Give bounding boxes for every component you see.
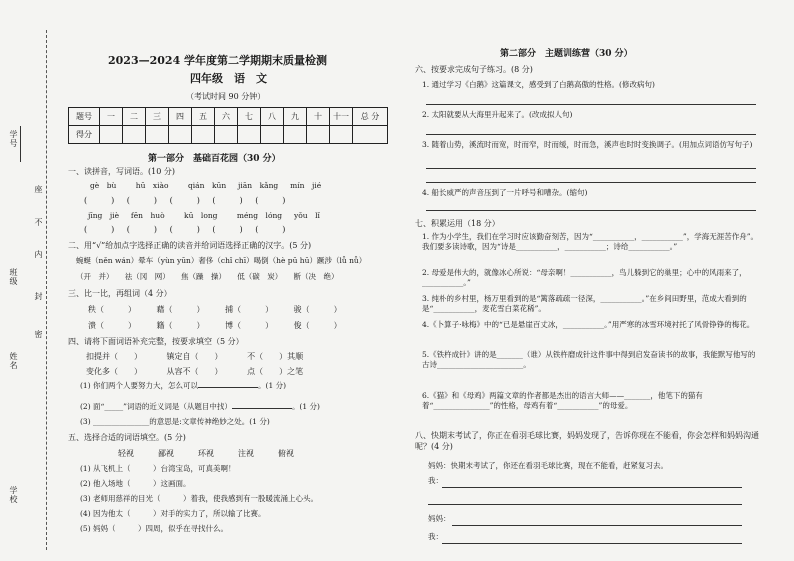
word-pair[interactable]: 秩（ ）	[88, 305, 136, 314]
pinyin: fēn huò	[130, 211, 165, 220]
part1-title: 第一部分 基础百花园（30 分）	[148, 154, 281, 164]
answer-blank[interactable]: ( )	[169, 225, 200, 234]
score-header-cell: 五	[192, 108, 215, 126]
pinyin: mín jié	[290, 181, 322, 190]
pinyin: gè bù	[90, 181, 117, 190]
q7-item[interactable]: 6.《猫》和《母鸡》两篇文章的作者都是杰出的语言大师——_______，他笔下的猫有着“_______________”的性格，母鸡有着“___________”的母爱。	[422, 391, 703, 410]
idiom-blank[interactable]: 点（ ）之笔	[247, 367, 304, 376]
q2-title: 二、用“√”给加点字选择正确的读音并给词语选择正确的汉字。(5 分)	[68, 241, 312, 250]
q3-row2[interactable]	[88, 320, 342, 331]
q5-item[interactable]: (3) 老师用慈祥的目光（ ）着我，使我感到有一股暖流涌上心头。	[80, 494, 319, 503]
q8-me-label: 我：	[428, 476, 443, 485]
answer-blank[interactable]: ( )	[84, 196, 115, 205]
word-pair[interactable]: 藉（ ）	[156, 305, 205, 314]
q4-s2-text: (2) 面“_____”词语的近义词是（从题目中找）	[80, 402, 232, 411]
q4-s2	[80, 402, 320, 412]
idiom-blank[interactable]: 从容不（ ）	[166, 367, 223, 376]
q4-s1-score: 。(1 分)	[258, 381, 287, 390]
margin-label-nei: 内	[34, 250, 43, 259]
answer-line[interactable]	[442, 487, 742, 488]
idiom-blank[interactable]: 扣提并（ ）	[86, 352, 142, 361]
margin-label-zuo: 座	[34, 185, 43, 194]
answer-blank[interactable]: ( )	[212, 225, 243, 234]
margin-label-banji: 班级	[9, 268, 18, 286]
q1-pinyin-row2	[88, 211, 320, 221]
word-pair[interactable]: 博（ ）	[225, 321, 274, 330]
score-input-cell[interactable]	[284, 126, 307, 144]
answer-blank[interactable]: ( )	[255, 196, 286, 205]
score-input-cell[interactable]	[192, 126, 215, 144]
q1-title: 一、读拼音，写词语。(10 分)	[68, 167, 175, 176]
pinyin: kū long	[184, 211, 218, 220]
idiom-blank[interactable]: 变化多（ ）	[86, 367, 142, 376]
answer-line[interactable]	[428, 504, 742, 505]
margin-label-feng: 封	[34, 292, 43, 301]
answer-line[interactable]	[426, 134, 756, 135]
q8-title: 八、快期末考试了，你正在看羽毛球比赛，妈妈发现了，告诉你现在不能看，你会怎样和妈妈沟通呢？(4 分)	[415, 431, 759, 451]
pinyin: jiān kǎng	[238, 181, 279, 190]
answer-blank[interactable]: ( )	[126, 225, 158, 234]
q6-title: 六、按要求完成句子练习。(8 分)	[415, 65, 533, 74]
q3-row1[interactable]	[88, 304, 342, 315]
score-input-cell[interactable]	[215, 126, 238, 144]
margin-label-mi: 密	[34, 330, 43, 339]
q7-item[interactable]: 1. 作为小学生，我们在学习时应该勤奋刻苦，因为“___________，___________”，学海无涯苦作舟”。我们要多读诗歌，因为“诗是___________，___________；诗给___________。”	[422, 232, 759, 251]
margin-label-bu: 不	[34, 218, 43, 227]
exam-title: 2023—2024 学年度第二学期期末质量检测	[108, 54, 328, 67]
score-header-cell: 八	[261, 108, 284, 126]
q2-line2[interactable]: （开 并） 祛（冈 网） 焦（躁 操） 低（碳 炭） 断（决 绝）	[76, 272, 339, 281]
q1-blanks-row1[interactable]	[84, 195, 285, 206]
q8-me-label2: 我：	[428, 532, 443, 541]
q4-s3[interactable]: (3) _______________的意思是:文章传神绝妙之处。(1 分)	[80, 417, 270, 426]
q6-item: 1. 通过学习《白鹅》这篇课文，感受到了白鹅高傲的性格。(修改病句)	[422, 80, 655, 89]
q4-row1[interactable]	[86, 351, 303, 362]
score-header-cell: 二	[123, 108, 146, 126]
q5-title: 五、选择合适的词语填空。(5 分)	[68, 433, 186, 442]
answer-line[interactable]	[198, 387, 258, 388]
q4-row2[interactable]	[86, 366, 303, 377]
q5-item[interactable]: (2) 他入场地（ ）这画面。	[80, 479, 191, 488]
score-header-cell: 一	[100, 108, 123, 126]
score-input-cell[interactable]	[238, 126, 261, 144]
score-row-label: 得分	[69, 126, 100, 144]
q4-title: 四、请将下面词语补充完整，按要求填空（5 分）	[68, 337, 244, 346]
q8-mom-label: 妈妈：	[428, 514, 451, 523]
q5-item[interactable]: (1) 从飞机上（ ）台湾宝岛，可真美啊！	[80, 464, 236, 473]
word-pair[interactable]: 骏（ ）	[293, 305, 342, 314]
pinyin: jīng jiè	[88, 211, 120, 220]
q7-item[interactable]: 4.《卜算子·咏梅》中的“已是悬崖百丈冰，___________。”用严寒的冰雪环境衬托了风骨铮铮的梅花。	[422, 320, 755, 329]
score-input-cell[interactable]	[100, 126, 123, 144]
exam-subject: 四年级 语 文	[190, 72, 267, 85]
score-header-cell: 十	[307, 108, 330, 126]
score-input-cell[interactable]	[353, 126, 388, 144]
answer-line[interactable]	[426, 104, 756, 105]
q6-item: 4. 船长威严的声音压到了一片呼号和嘈杂。(缩句)	[422, 188, 588, 197]
part2-title: 第二部分 主题训练营（30 分）	[500, 49, 633, 59]
score-table	[68, 107, 388, 144]
q7-item[interactable]: 5.《铁杵成针》讲的是_______（谁）从铁杵磨成针这件事中得到启发奋读书的故事，我能默写他写的古诗_______________________。	[422, 350, 756, 369]
score-input-cell[interactable]	[123, 126, 146, 144]
score-header-cell: 七	[238, 108, 261, 126]
answer-line[interactable]	[452, 525, 742, 526]
q5-item[interactable]: (4) 因为他太（ ）对手的实力了，所以输了比赛。	[80, 509, 266, 518]
q5-item[interactable]: (5) 妈妈（ ）四周，似乎在寻找什么。	[80, 524, 229, 533]
idiom-blank[interactable]: 镇定自（ ）	[166, 352, 223, 361]
score-header-cell: 题号	[69, 108, 100, 126]
idiom-blank[interactable]: 不（ ）其顺	[247, 352, 304, 361]
word-pair[interactable]: 溃（ ）	[88, 321, 136, 330]
q3-title: 三、比一比，再组词（4 分）	[68, 289, 172, 298]
margin-label-xingming: 姓名	[9, 352, 18, 370]
answer-blank[interactable]: ( )	[126, 196, 158, 205]
q7-title: 七、积累运用（18 分）	[415, 219, 500, 228]
exam-time: （考试时间 90 分钟）	[186, 92, 266, 101]
binding-line	[46, 30, 47, 550]
score-header-cell: 四	[169, 108, 192, 126]
q4-s2-score: 。(1 分)	[291, 402, 320, 411]
answer-blank[interactable]: ( )	[255, 225, 286, 234]
q4-s1	[80, 381, 286, 391]
score-header-cell: 总 分	[353, 108, 388, 126]
q5-choices: 轻视 鄙视 环视 注视 俯视	[118, 449, 294, 458]
pinyin: hū xiào	[135, 181, 169, 190]
margin-label-xuehao: 学号	[9, 130, 18, 148]
answer-blank[interactable]: ( )	[212, 196, 243, 205]
score-input-cell[interactable]	[261, 126, 284, 144]
answer-blank[interactable]: ( )	[169, 196, 200, 205]
answer-line[interactable]	[426, 168, 756, 169]
q7-item[interactable]: 3. 纯朴的乡村里，杨万里看到的是“篱落疏疏一径深，___________。”在乡间田野里，范成大看到的是“___________，麦花雪白菜花稀”。	[422, 294, 747, 313]
q8-mom-line1: 妈妈：快期末考试了，你还在看羽毛球比赛，现在不能看，赶紧复习去。	[428, 461, 668, 470]
answer-line[interactable]	[426, 182, 756, 183]
pinyin: yǒu lǐ	[293, 211, 320, 220]
pinyin: méng lóng	[236, 211, 283, 220]
score-input-cell[interactable]	[330, 126, 353, 144]
q6-item: 3. 随着山势，溪流时而宽，时而窄，时而缓，时而急，溪声也时时变换调子。(用加点词语仿写句子)	[422, 140, 753, 149]
answer-blank[interactable]: ( )	[84, 225, 115, 234]
word-pair[interactable]: 俊（ ）	[293, 321, 342, 330]
word-pair[interactable]: 籍（ ）	[156, 321, 205, 330]
score-input-cell[interactable]	[169, 126, 192, 144]
margin-underline	[20, 126, 21, 162]
score-header-cell: 十一	[330, 108, 353, 126]
score-header-cell: 六	[215, 108, 238, 126]
q1-pinyin-row1	[90, 181, 321, 191]
margin-label-xuexiao: 学校	[9, 486, 18, 504]
score-header-cell: 三	[146, 108, 169, 126]
pinyin: qián kūn	[187, 181, 227, 190]
q2-line1[interactable]: 蜿蜒（něn wán）晕车（yùn yūn）奢侈（chǐ chī）喝倒（hè pū hū）蹶涉（lǚ nǚ）	[76, 256, 367, 265]
answer-line[interactable]	[442, 543, 742, 544]
score-input-cell[interactable]	[146, 126, 169, 144]
word-pair[interactable]: 捕（ ）	[225, 305, 274, 314]
q4-s1-text: (1) 你们两个人要努力大，怎么可以	[80, 381, 199, 390]
score-header-cell: 九	[284, 108, 307, 126]
q1-blanks-row2[interactable]	[84, 224, 285, 235]
answer-line[interactable]	[426, 210, 756, 211]
q7-item[interactable]: 2. 母爱是伟大的，就像冰心所说：“母亲啊！___________，鸟儿躲到它的巢里；心中的风雨来了，___________。”	[422, 268, 747, 287]
answer-line[interactable]	[232, 408, 292, 409]
q6-item: 2. 太阳就要从大海里升起来了。(改成拟人句)	[422, 110, 573, 119]
score-input-cell[interactable]	[307, 126, 330, 144]
